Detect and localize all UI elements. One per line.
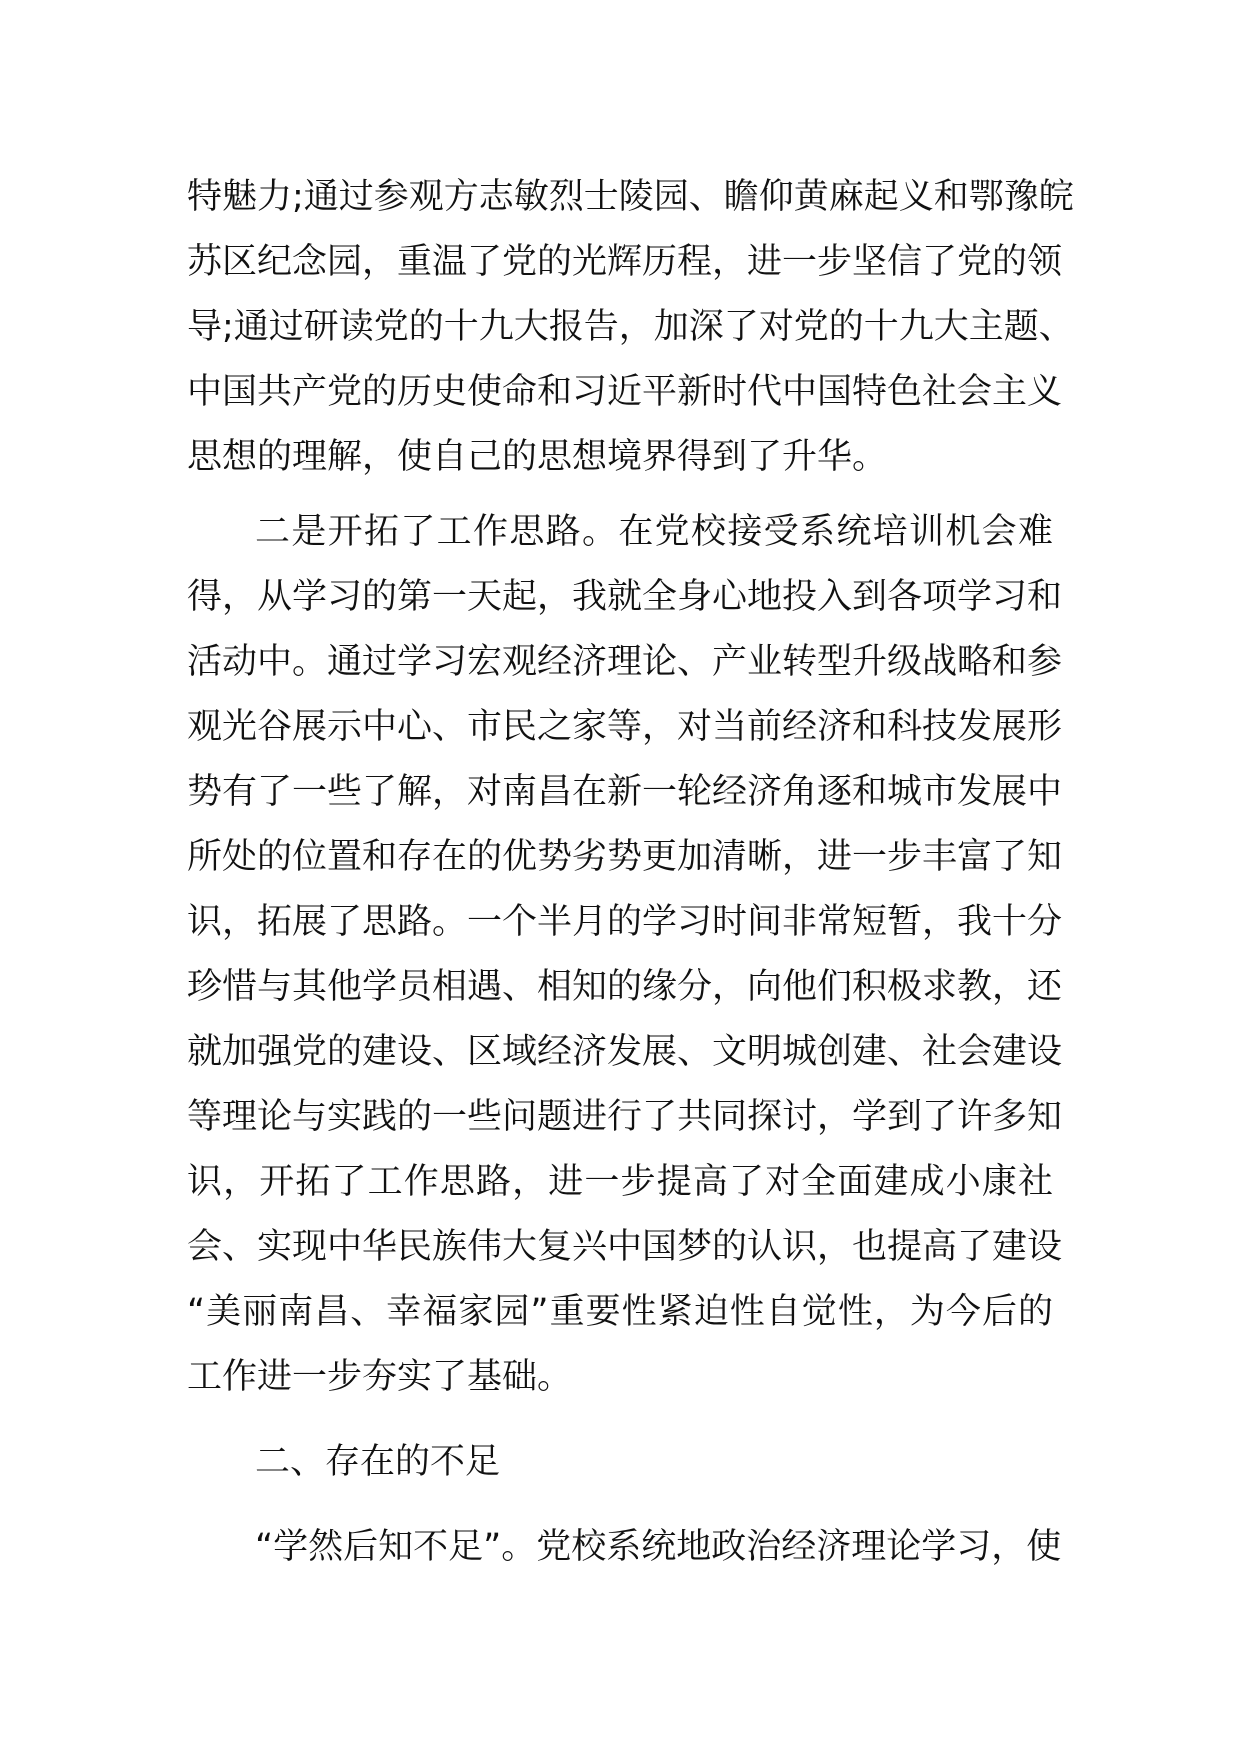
paragraph-line: 势有了一些了解，对南昌在新一轮经济角逐和城市发展中	[187, 772, 1063, 812]
paragraph-line: 得，从学习的第一天起，我就全身心地投入到各项学习和	[187, 577, 1063, 617]
paragraph-line: 工作进一步夯实了基础。	[187, 1357, 573, 1397]
paragraph-line: 二是开拓了工作思路。在党校接受系统培训机会难	[255, 512, 1053, 552]
paragraph-line: 识，拓展了思路。一个半月的学习时间非常短暂，我十分	[187, 902, 1063, 942]
section-heading	[187, 1430, 1053, 1495]
paragraph-line: 识，开拓了工作思路，进一步提高了对全面建成小康社	[187, 1162, 1053, 1202]
paragraph-line: 珍惜与其他学员相遇、相知的缘分，向他们积极求教，还	[187, 967, 1063, 1007]
paragraph-line: 导;通过研读党的十九大报告，加深了对党的十九大主题、	[187, 307, 1074, 347]
paragraph-line: 特魅力;通过参观方志敏烈士陵园、瞻仰黄麻起义和鄂豫皖	[187, 177, 1074, 217]
paragraph-line: 思想的理解，使自己的思想境界得到了升华。	[187, 437, 888, 477]
paragraph-line: 观光谷展示中心、市民之家等，对当前经济和科技发展形	[187, 707, 1063, 747]
paragraph-line: 就加强党的建设、区域经济发展、文明城创建、社会建设	[187, 1032, 1063, 1072]
section-heading-text: 二、存在的不足	[255, 1442, 501, 1482]
paragraph-line: “学然后知不足”。党校系统地政治经济理论学习，使	[255, 1527, 1062, 1567]
paragraph-line: 活动中。通过学习宏观经济理论、产业转型升级战略和参	[187, 642, 1063, 682]
paragraph-line: “美丽南昌、幸福家园”重要性紧迫性自觉性，为今后的	[187, 1292, 1053, 1332]
paragraph-line: 所处的位置和存在的优势劣势更加清晰，进一步丰富了知	[187, 837, 1063, 877]
paragraph-line: 会、实现中华民族伟大复兴中国梦的认识，也提高了建设	[187, 1227, 1063, 1267]
paragraph-1	[187, 165, 1074, 490]
paragraph-3	[187, 1515, 1062, 1580]
paragraph-line: 等理论与实践的一些问题进行了共同探讨，学到了许多知	[187, 1097, 1063, 1137]
paragraph-line: 中国共产党的历史使命和习近平新时代中国特色社会主义	[187, 372, 1063, 412]
paragraph-2	[187, 500, 1063, 1410]
paragraph-line: 苏区纪念园，重温了党的光辉历程，进一步坚信了党的领	[187, 242, 1063, 282]
